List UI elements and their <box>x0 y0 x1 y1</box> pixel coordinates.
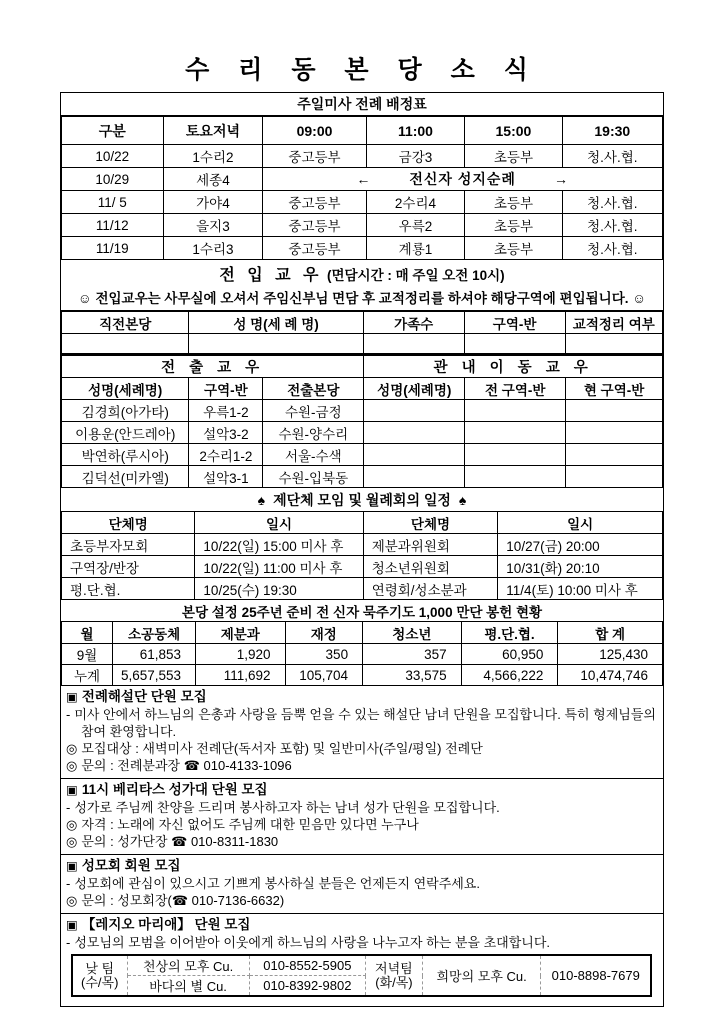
empty-cell <box>363 334 464 354</box>
table-row <box>62 400 663 422</box>
table-cell: 2수리1-2 <box>189 444 263 466</box>
table-cell: 1수리2 <box>163 145 263 168</box>
table-cell: 계룡1 <box>366 237 465 260</box>
evening-team-cell <box>366 955 423 996</box>
table-cell: 김경희(아가타) <box>62 400 189 422</box>
header-cell: 구역-반 <box>464 312 565 334</box>
header-cell: 직전본당 <box>62 312 189 334</box>
table-cell: 중고등부 <box>263 191 366 214</box>
notice-line: 성모님의 모범을 이어받아 이웃에게 하느님의 사랑을 나누고자 하는 분을 초대합니다. <box>74 935 550 950</box>
header-cell: 제분과 <box>196 622 286 644</box>
table-cell: 125,430 <box>558 644 663 665</box>
table-cell: 9월 <box>62 644 113 665</box>
table-row <box>62 444 663 466</box>
table-row <box>62 145 663 168</box>
table-row <box>72 955 651 976</box>
table-row <box>62 665 663 686</box>
notice-line: 모집대상 : 새벽미사 전례단(독서자 포함) 및 일반미사(주일/평일) 전례단 <box>81 741 483 756</box>
header-cell: 15:00 <box>465 117 562 145</box>
notice-title: 【레지오 마리애】 단원 모집 <box>81 917 251 932</box>
table-cell: 을지3 <box>163 214 263 237</box>
table-cell: 제분과위원회 <box>363 534 498 556</box>
notice-line: 미사 안에서 하느님의 은총과 사랑을 듬뿍 얻을 수 있는 해설단 남녀 단원을 모집합니다. 특히 형제님들의 참여 환영합니다. <box>74 707 656 739</box>
table-cell: 11/19 <box>62 237 164 260</box>
table-cell: 청.사.협. <box>562 214 662 237</box>
table-row <box>62 191 663 214</box>
rosary-section-title: 본당 설정 25주년 준비 전 신자 묵주기도 1,000 만단 봉헌 현황 <box>181 604 543 620</box>
header-cell: 19:30 <box>562 117 662 145</box>
table-cell: 수원-금정 <box>263 400 364 422</box>
empty-cell <box>364 444 465 466</box>
header-cell: 청소년 <box>363 622 462 644</box>
table-cell: 중고등부 <box>263 214 366 237</box>
table-cell: 10/29 <box>62 168 164 191</box>
smiley-icon: ☺ <box>77 291 92 306</box>
table-cell: 초등부 <box>465 145 562 168</box>
table-cell: 가야4 <box>163 191 263 214</box>
empty-cell <box>465 400 566 422</box>
table-cell: 10/25(수) 19:30 <box>195 578 363 600</box>
table-cell: 초등부 <box>465 191 562 214</box>
notice-title: 11시 베리타스 성가대 단원 모집 <box>81 782 268 797</box>
notice-title: 성모회 회원 모집 <box>81 858 181 873</box>
table-cell: 60,950 <box>461 644 558 665</box>
header-cell: 전출본당 <box>263 378 364 400</box>
table-cell: 중고등부 <box>263 237 366 260</box>
table-cell: 61,853 <box>113 644 196 665</box>
notice-line: 문의 : 전례분과장 ☎ 010-4133-1096 <box>81 758 292 773</box>
circle-bullet-icon: ◎ <box>66 741 78 756</box>
header-cell: 토요저녁 <box>163 117 263 145</box>
dash-bullet: - <box>66 876 71 891</box>
smiley-icon: ☺ <box>632 291 647 306</box>
header-cell: 단체명 <box>62 512 195 534</box>
circle-bullet-icon: ◎ <box>66 758 78 773</box>
empty-cell <box>364 466 465 488</box>
table-cell: 중고등부 <box>263 145 366 168</box>
table-cell: 김덕선(미카엘) <box>62 466 189 488</box>
table-row <box>62 237 663 260</box>
mass-schedule-section-title: 주일미사 전례 배정표 <box>61 93 663 116</box>
table-cell: 33,575 <box>363 665 462 686</box>
transfer-out-table <box>61 354 663 488</box>
circle-bullet-icon: ◎ <box>66 817 78 832</box>
table-cell: 청.사.협. <box>562 237 662 260</box>
header-cell: 09:00 <box>263 117 366 145</box>
header-cell: 소공동체 <box>113 622 196 644</box>
table-cell: 10/27(금) 20:00 <box>498 534 663 556</box>
day-team-label: 낮 팀 <box>85 960 115 976</box>
table-cell: 초등부자모회 <box>62 534 195 556</box>
day-team-days: (수/목) <box>81 974 119 990</box>
table-cell: 010-8392-9802 <box>249 976 365 997</box>
header-cell: 가족수 <box>363 312 464 334</box>
table-cell: 천상의 모후 Cu. <box>127 955 249 976</box>
rosary-table <box>61 621 663 686</box>
empty-cell <box>566 444 663 466</box>
evening-team-days: (화/목) <box>375 974 413 990</box>
notice-choir-recruit <box>61 778 663 854</box>
square-bullet-icon: ▣ <box>66 690 78 704</box>
header-cell: 교적정리 여부 <box>565 312 662 334</box>
notices <box>61 686 663 1006</box>
empty-cell <box>566 466 663 488</box>
notice-mothers-recruit <box>61 854 663 913</box>
pilgrimage-row <box>62 168 663 191</box>
notice-line: 문의 : 성가단장 ☎ 010-8311-1830 <box>81 834 279 849</box>
table-row <box>62 622 663 644</box>
header-cell: 월 <box>62 622 113 644</box>
spade-icon: ♠ <box>257 491 266 508</box>
table-row <box>62 355 663 378</box>
table-cell: 초등부 <box>465 214 562 237</box>
notice-line: 자격 : 노래에 자신 없어도 주님께 대한 믿음만 있다면 누구나 <box>81 817 419 832</box>
table-cell: 5,657,553 <box>113 665 196 686</box>
table-row <box>62 117 663 145</box>
table-cell: 010-8898-7679 <box>541 955 651 996</box>
table-cell: 357 <box>363 644 462 665</box>
legio-table <box>71 954 652 997</box>
table-row <box>62 534 663 556</box>
table-row <box>62 556 663 578</box>
header-cell: 평.단.협. <box>461 622 558 644</box>
table-cell: 박연하(루시아) <box>62 444 189 466</box>
table-cell: 수원-입북동 <box>263 466 364 488</box>
header-cell: 현 구역-반 <box>566 378 663 400</box>
circle-bullet-icon: ◎ <box>66 834 78 849</box>
table-cell: 세종4 <box>163 168 263 191</box>
table-cell: 우륵2 <box>366 214 465 237</box>
empty-cell <box>566 422 663 444</box>
evening-team-label: 저녁팀 <box>375 960 413 976</box>
transfer-in-section <box>61 260 663 311</box>
empty-cell <box>566 400 663 422</box>
table-row <box>62 644 663 665</box>
table-cell: 구역장/반장 <box>62 556 195 578</box>
table-cell: 희망의 모후 Cu. <box>422 955 541 996</box>
table-cell: 청.사.협. <box>562 191 662 214</box>
header-cell: 합 계 <box>558 622 663 644</box>
internal-move-title: 관 내 이 동 교 우 <box>364 355 663 378</box>
notice-line: 성가로 주님께 찬양을 드리며 봉사하고자 하는 남녀 성가 단원을 모집합니다. <box>74 800 500 815</box>
transfer-in-title-note: (면담시간 : 매 주일 오전 10시) <box>326 268 505 283</box>
transfer-out-title: 전 출 교 우 <box>62 355 364 378</box>
dash-bullet: - <box>66 707 71 722</box>
table-cell: 010-8552-5905 <box>249 955 365 976</box>
empty-cell <box>364 400 465 422</box>
page-title: 수 리 동 본 당 소 식 <box>185 56 539 84</box>
meetings-title-text: 제단체 모임 및 월례회의 일정 <box>273 491 451 508</box>
header-cell: 11:00 <box>366 117 465 145</box>
header-cell: 구분 <box>62 117 164 145</box>
transfer-in-table <box>61 311 663 354</box>
transfer-in-notice: 전입교우는 사무실에 오셔서 주임신부님 면담 후 교적정리를 하셔야 해당구역에 편입됩니다. <box>95 291 629 306</box>
table-cell: 금강3 <box>366 145 465 168</box>
table-cell: 초등부 <box>465 237 562 260</box>
table-row <box>62 214 663 237</box>
table-cell: 누계 <box>62 665 113 686</box>
empty-cell <box>465 444 566 466</box>
table-row <box>62 578 663 600</box>
spade-icon: ♠ <box>458 491 467 508</box>
table-cell: 설악3-2 <box>189 422 263 444</box>
header-cell: 일시 <box>195 512 363 534</box>
table-cell: 1수리3 <box>163 237 263 260</box>
day-team-cell <box>72 955 127 996</box>
header-cell: 일시 <box>498 512 663 534</box>
header-cell: 성명(세례명) <box>62 378 189 400</box>
table-cell: 바다의 별 Cu. <box>127 976 249 997</box>
table-cell: 설악3-1 <box>189 466 263 488</box>
table-cell: 10,474,746 <box>558 665 663 686</box>
mass-schedule-table <box>61 116 663 260</box>
square-bullet-icon: ▣ <box>66 859 78 873</box>
empty-cell <box>62 334 189 354</box>
notice-line: 문의 : 성모회장(☎ 010-7136-6632) <box>81 893 285 908</box>
square-bullet-icon: ▣ <box>66 918 78 932</box>
right-arrow-icon: → <box>553 171 569 187</box>
notice-line: 성모회에 관심이 있으시고 기쁘게 봉사하실 분들은 언제든지 연락주세요. <box>74 876 480 891</box>
pilgrimage-cell <box>263 168 663 191</box>
table-cell: 10/31(화) 20:10 <box>498 556 663 578</box>
table-cell: 이용운(안드레아) <box>62 422 189 444</box>
circle-bullet-icon: ◎ <box>66 893 78 908</box>
header-cell: 재정 <box>285 622 363 644</box>
header-cell: 구역-반 <box>189 378 263 400</box>
table-cell: 4,566,222 <box>461 665 558 686</box>
notice-legio-recruit <box>61 913 663 1006</box>
header-cell: 성 명(세 례 명) <box>189 312 363 334</box>
table-row <box>62 312 663 334</box>
table-cell: 연령회/성소분과 <box>363 578 498 600</box>
empty-cell <box>189 334 363 354</box>
square-bullet-icon: ▣ <box>66 783 78 797</box>
table-row <box>62 466 663 488</box>
pilgrimage-label: 전신자 성지순례 <box>409 171 516 187</box>
bulletin-body <box>60 92 664 1007</box>
legio-table-wrap <box>66 951 657 1002</box>
header-cell: 성명(세례명) <box>364 378 465 400</box>
meetings-section-title <box>61 488 663 511</box>
header-cell: 단체명 <box>363 512 498 534</box>
transfer-in-title: 전 입 교 우 <box>219 267 323 284</box>
dash-bullet: - <box>66 935 71 950</box>
empty-cell <box>565 334 662 354</box>
table-cell: 105,704 <box>285 665 363 686</box>
table-row <box>62 378 663 400</box>
table-cell: 2수리4 <box>366 191 465 214</box>
left-arrow-icon: ← <box>356 171 372 187</box>
dash-bullet: - <box>66 800 71 815</box>
empty-cell <box>465 466 566 488</box>
table-cell: 우륵1-2 <box>189 400 263 422</box>
notice-title: 전례해설단 단원 모집 <box>81 689 207 704</box>
table-cell: 11/4(토) 10:00 미사 후 <box>498 578 663 600</box>
table-cell: 1,920 <box>196 644 286 665</box>
table-cell: 10/22 <box>62 145 164 168</box>
notice-lector-recruit <box>61 686 663 778</box>
table-cell: 10/22(일) 11:00 미사 후 <box>195 556 363 578</box>
table-row <box>62 422 663 444</box>
table-cell: 청소년위원회 <box>363 556 498 578</box>
table-cell: 평.단.협. <box>62 578 195 600</box>
table-cell: 수원-양수리 <box>263 422 364 444</box>
table-cell: 10/22(일) 15:00 미사 후 <box>195 534 363 556</box>
empty-cell <box>465 422 566 444</box>
empty-cell <box>364 422 465 444</box>
table-row <box>62 512 663 534</box>
table-cell: 청.사.협. <box>562 145 662 168</box>
table-cell: 350 <box>285 644 363 665</box>
table-cell: 11/ 5 <box>62 191 164 214</box>
empty-cell <box>464 334 565 354</box>
table-cell: 서울-수색 <box>263 444 364 466</box>
table-cell: 11/12 <box>62 214 164 237</box>
empty-row <box>62 334 663 354</box>
header-cell: 전 구역-반 <box>465 378 566 400</box>
meetings-table <box>61 511 663 600</box>
table-cell: 111,692 <box>196 665 286 686</box>
